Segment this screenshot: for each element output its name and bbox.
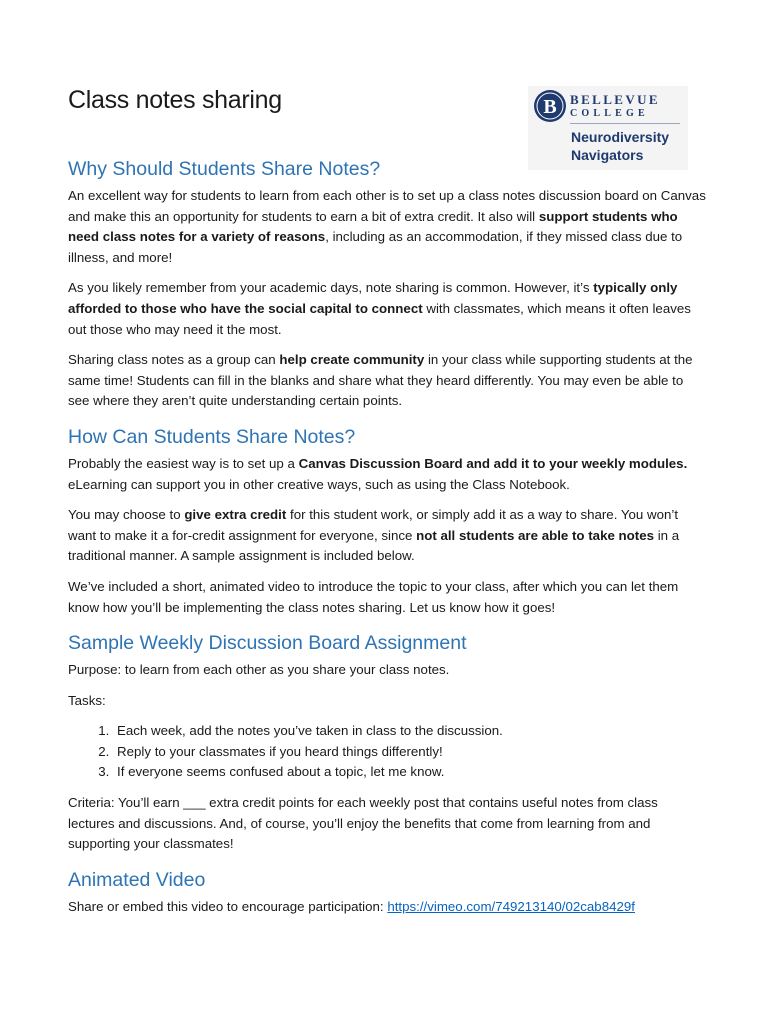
video-heading: Animated Video xyxy=(68,868,206,891)
text-run: As you likely remember from your academic days, note sharing is common. However, it’s xyxy=(68,280,594,296)
text-run: You may choose to xyxy=(68,507,185,523)
list-item: 1. Each week, add the notes you’ve taken in class to the discussion. xyxy=(113,721,708,742)
list-item: 3. If everyone seems confused about a topic, let me know. xyxy=(113,762,708,783)
sample-assignment-section xyxy=(68,630,708,855)
bold-run: Canvas Discussion Board and add it to your weekly modules. xyxy=(298,455,688,471)
text-run: An excellent way for students to learn from each other is to set up a class notes discussion board on Canvas and make this an opportunity for students to earn a bit of extra credit. It also will xyxy=(68,188,706,224)
criteria-text: Criteria: You’ll earn ___ extra credit points for each weekly post that contains useful notes from class lectures and discussions. And, of course, you’ll enjoy the benefits that come from learning from and supporting your classmates! xyxy=(68,795,658,852)
tasks-label: Tasks: xyxy=(68,692,106,708)
document-body xyxy=(68,156,708,927)
text-run: Probably the easiest way is to set up a xyxy=(68,455,299,471)
logo-program-line2: Navigators xyxy=(571,147,644,163)
text-run: eLearning can support you in other creative ways, such as using the Class Notebook. xyxy=(68,476,570,492)
document-title: Class notes sharing xyxy=(68,86,282,114)
logo-program-line1: Neurodiversity xyxy=(571,129,670,145)
text-run: in a traditional manner. A sample assignment is included below. xyxy=(68,527,680,564)
how-heading: How Can Students Share Notes? xyxy=(68,425,356,448)
how-paragraph-3: We’ve included a short, animated video to introduce the topic to your class, after which you can let them know how you’ll be implementing the class notes sharing. Let us know how it goes! xyxy=(68,578,679,615)
logo-college: COLLEGE xyxy=(570,108,649,119)
bold-run: not all students are able to take notes xyxy=(416,527,655,543)
logo-name: BELLEVUE xyxy=(570,92,661,107)
why-paragraph-3 xyxy=(68,350,708,412)
text-run: with classmates, which means it often leaves out those who may need it the most. xyxy=(68,300,691,337)
purpose-text: Purpose: to learn from each other as you share your class notes. xyxy=(68,662,450,678)
text-run: Sharing class notes as a group can xyxy=(68,352,280,368)
text-run: in your class while supporting students at the same time! Students can fill in the blanks and share what they heard differently. You may even be able to see where they aren’t quite understanding certain points. xyxy=(68,352,693,409)
why-section xyxy=(68,156,708,412)
video-paragraph xyxy=(68,897,708,918)
text-run: for this student work, or simply add it as a way to share. You won’t want to make it a for-credit assignment for everyone, since xyxy=(68,507,679,543)
why-paragraph-1 xyxy=(68,186,708,268)
how-paragraph-1 xyxy=(68,454,708,495)
vimeo-video-link[interactable]: https://vimeo.com/749213140/02cab8429f xyxy=(387,898,635,914)
why-heading: Why Should Students Share Notes? xyxy=(68,158,381,180)
bold-run: typically only afforded to those who have the social capital to connect xyxy=(68,280,678,316)
bold-run: give extra credit xyxy=(184,507,287,523)
bold-run: support students who need class notes for a variety of reasons xyxy=(68,208,678,245)
svg-text:B: B xyxy=(543,96,557,118)
tasks-list xyxy=(68,721,708,783)
video-section xyxy=(68,867,708,918)
list-item: 2. Reply to your classmates if you heard things differently! xyxy=(113,742,708,763)
how-section xyxy=(68,424,708,618)
text-run: , including as an accommodation, if they missed class due to illness, and more! xyxy=(68,229,683,265)
bold-run: help create community xyxy=(279,352,425,368)
why-paragraph-2 xyxy=(68,278,708,340)
bellevue-b-emblem-icon xyxy=(533,89,567,123)
sample-heading: Sample Weekly Discussion Board Assignment xyxy=(68,632,467,655)
text-run: Share or embed this video to encourage participation: xyxy=(68,898,388,914)
logo-divider xyxy=(570,123,680,124)
how-paragraph-2 xyxy=(68,505,708,567)
